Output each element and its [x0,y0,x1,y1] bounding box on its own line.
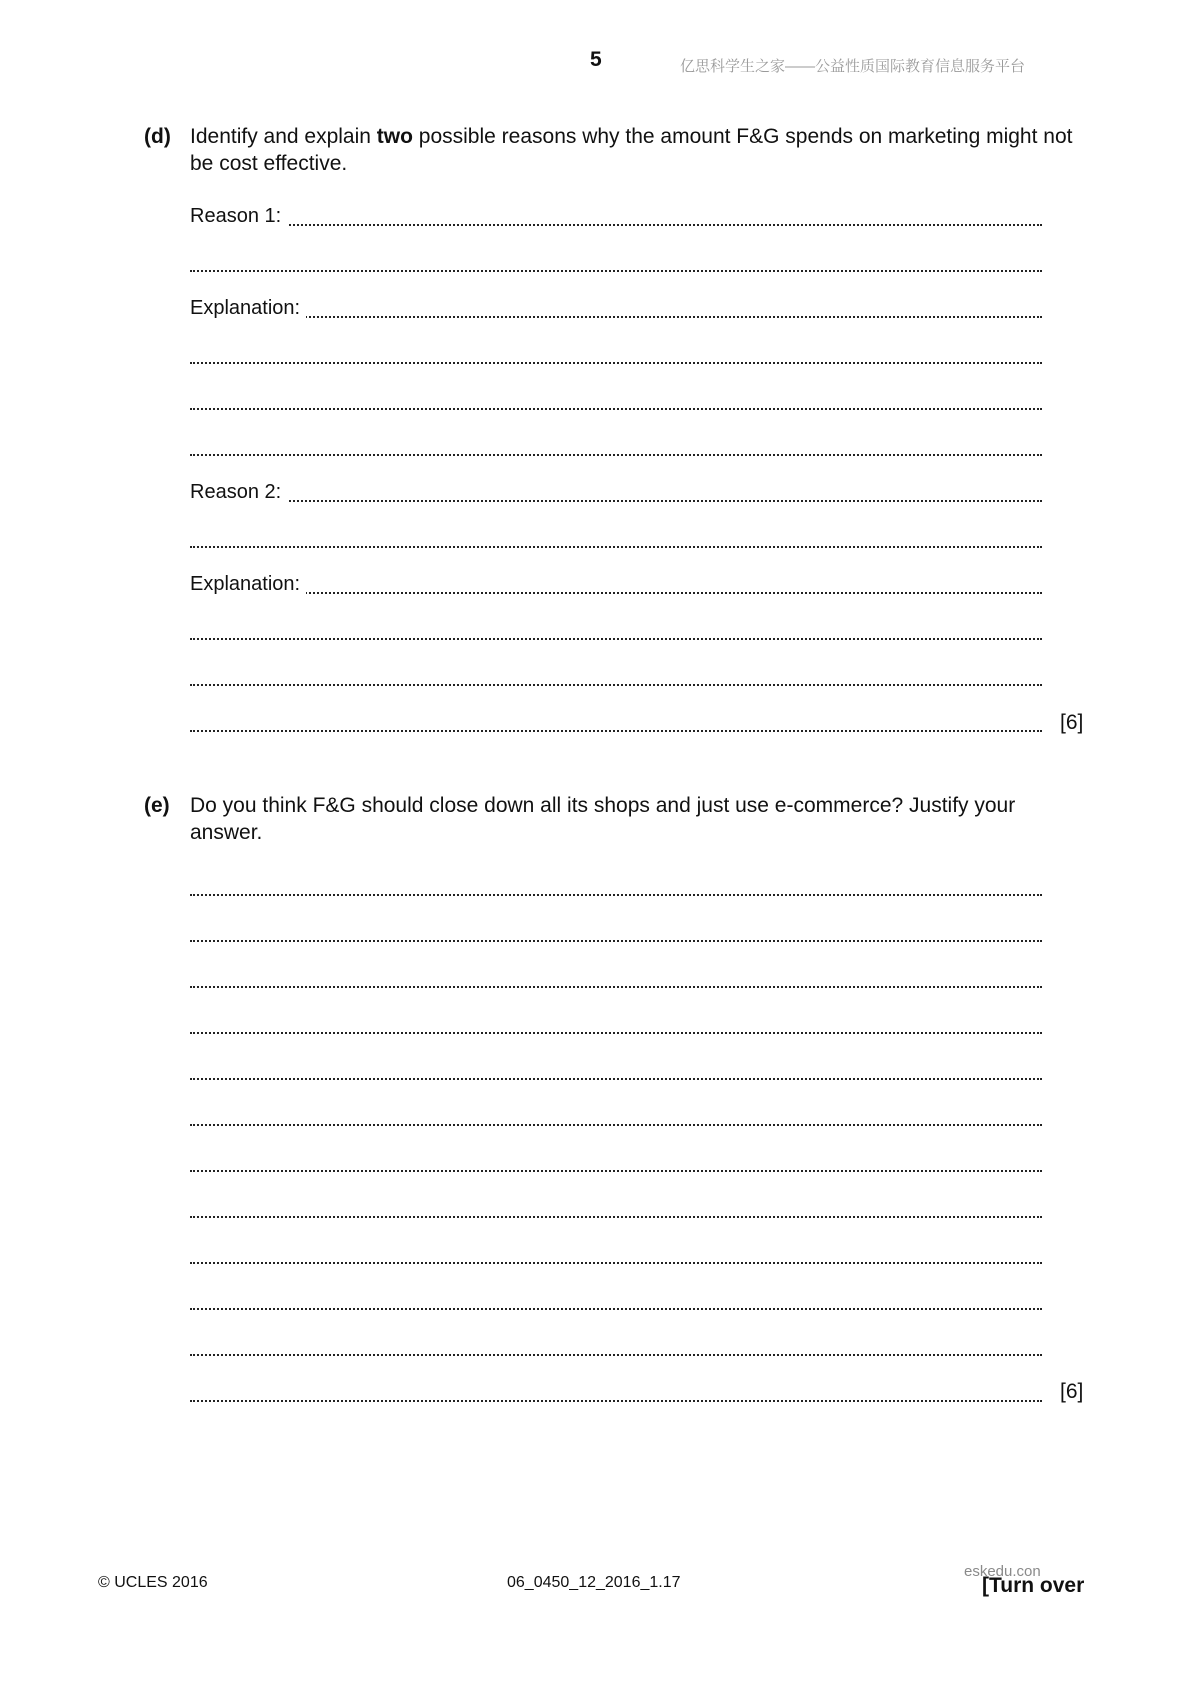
answer-line[interactable] [190,1243,1042,1267]
answer-line[interactable] [190,389,1042,413]
answer-line[interactable] [190,711,1042,735]
answer-line[interactable] [190,967,1042,991]
answer-line[interactable] [190,251,1042,275]
question-d-marks: [6] [1060,711,1084,734]
reason1-label: Reason 1: [190,205,287,228]
answer-line-explanation2[interactable] [190,573,1042,597]
question-e-text: Do you think F&G should close down all its shops and just use e-commerce? Justify your answer. [190,794,1016,844]
answer-line[interactable] [190,1197,1042,1221]
question-e-label: (e) [144,794,170,817]
answer-line[interactable] [190,1289,1042,1313]
explanation1-label: Explanation: [190,297,306,320]
turn-over-label: [Turn over [982,1574,1085,1597]
question-d-emphasis: two [376,125,413,148]
question-d-label: (d) [144,125,171,148]
answer-line[interactable] [190,1105,1042,1129]
answer-line[interactable] [190,875,1042,899]
answer-line-explanation1[interactable] [190,297,1042,321]
answer-line[interactable] [190,665,1042,689]
footer-site-watermark: eskedu.con [964,1563,1041,1580]
explanation2-label: Explanation: [190,573,306,596]
answer-line[interactable] [190,435,1042,459]
answer-line[interactable] [190,1381,1042,1405]
header-watermark: 亿思科学生之家——公益性质国际教育信息服务平台 [680,58,1026,75]
page-number: 5 [590,48,602,71]
footer-copyright: © UCLES 2016 [98,1574,208,1591]
answer-line[interactable] [190,619,1042,643]
question-e-marks: [6] [1060,1380,1084,1403]
reason2-label: Reason 2: [190,481,287,504]
answer-line[interactable] [190,1335,1042,1359]
answer-line[interactable] [190,921,1042,945]
answer-line[interactable] [190,527,1042,551]
footer-paper-code: 06_0450_12_2016_1.17 [507,1574,681,1591]
answer-line-reason1[interactable] [190,205,1042,229]
answer-line[interactable] [190,343,1042,367]
answer-line[interactable] [190,1151,1042,1175]
question-d-text: Identify and explain two possible reasons why the amount F&G spends on marketing might not be cost effective. [190,125,1073,175]
answer-line[interactable] [190,1059,1042,1083]
answer-line-reason2[interactable] [190,481,1042,505]
answer-line[interactable] [190,1013,1042,1037]
